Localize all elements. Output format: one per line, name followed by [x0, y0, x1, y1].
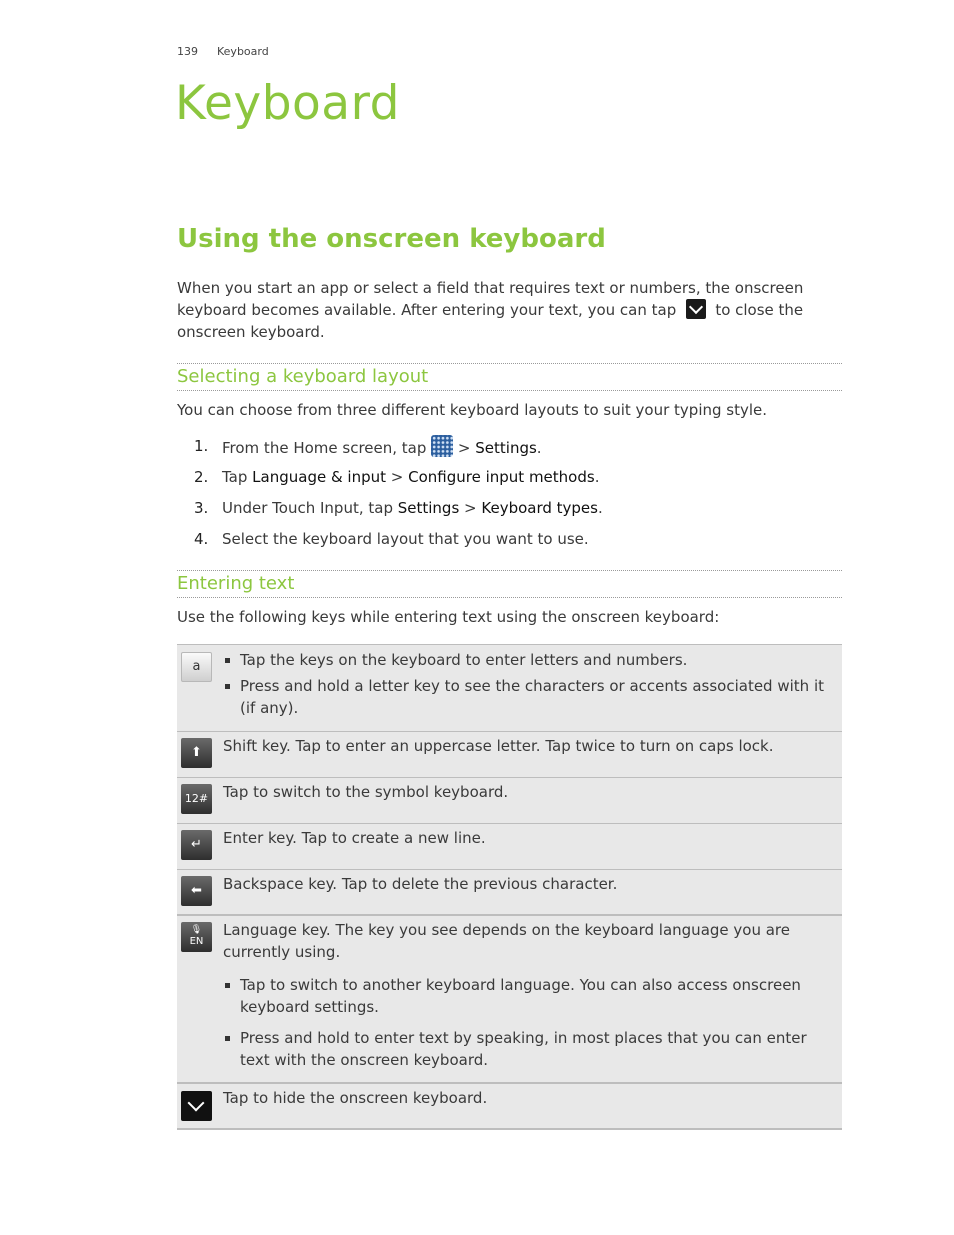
layout-intro: You can choose from three different keyboard layouts to suit your typing style. [177, 401, 768, 419]
row-description: Backspace key. Tap to delete the previous character. [223, 875, 618, 893]
step-text: Select the keyboard layout that you want to use. [222, 530, 589, 548]
table-row-letter-key [177, 645, 842, 732]
intro-text-end: to close the onscreen keyboard. [177, 301, 804, 341]
table-row-language-key [177, 916, 842, 1084]
step-text [222, 466, 599, 488]
subheading-label: Selecting a keyboard layout [177, 366, 429, 387]
ui-term-language-input: Language & input [252, 468, 387, 486]
step-text [222, 497, 603, 519]
backspace-key-icon: ⬅ [181, 876, 212, 906]
step-period: . [594, 468, 600, 486]
table-row-symbol-key [177, 778, 842, 824]
step-number: 2. [194, 468, 209, 486]
symbol-key-icon: 12# [181, 784, 212, 814]
step-separator: > [459, 499, 482, 517]
step-number: 1. [194, 437, 209, 455]
chapter-title: Keyboard [175, 76, 400, 131]
letter-key-icon: a [181, 652, 212, 682]
keys-table [177, 644, 842, 1130]
step-text-part: Tap [222, 468, 253, 486]
step-number: 3. [194, 499, 209, 517]
row-description: Enter key. Tap to create a new line. [223, 829, 486, 847]
table-row-backspace-key [177, 870, 842, 916]
subheading-entering-text [177, 570, 842, 598]
bullet-list [223, 649, 836, 723]
bullet-list [223, 974, 836, 1075]
step-text [222, 435, 542, 459]
table-row-shift-key [177, 732, 842, 778]
language-key-icon [181, 922, 212, 952]
language-key-label: EN [189, 936, 204, 947]
intro-text: When you start an app or select a field that requires text or numbers, the onscreen keyboard becomes available. After entering your text, you can tap [177, 279, 804, 319]
row-description: Language key. The key you see depends on the keyboard language you are currently using. [223, 921, 790, 961]
close-keyboard-icon [686, 299, 706, 319]
all-apps-icon [431, 435, 453, 457]
row-description: Shift key. Tap to enter an uppercase letter. Tap twice to turn on caps lock. [223, 737, 774, 755]
list-item: Tap to switch to another keyboard language. You can also access onscreen keyboard settings. [223, 974, 836, 1018]
shift-key-icon: ⬆ [181, 738, 212, 768]
list-item: Tap the keys on the keyboard to enter letters and numbers. [223, 649, 836, 671]
list-item: Press and hold a letter key to see the characters or accents associated with it (if any). [223, 675, 836, 719]
step-separator: > [453, 439, 476, 457]
step-text-part: Under Touch Input, tap [222, 499, 398, 517]
subheading-label: Entering text [177, 573, 295, 594]
ui-term-settings: Settings [397, 499, 460, 517]
running-header [177, 45, 269, 58]
ui-term-configure-input: Configure input methods [408, 468, 595, 486]
table-row-enter-key [177, 824, 842, 870]
ui-term-keyboard-types: Keyboard types [481, 499, 598, 517]
step-separator: > [386, 468, 409, 486]
hide-keyboard-icon [181, 1091, 212, 1121]
subheading-keyboard-layout [177, 363, 842, 391]
running-chapter: Keyboard [217, 45, 269, 58]
step-number: 4. [194, 530, 209, 548]
ui-term-settings: Settings [475, 439, 537, 457]
step-period: . [536, 439, 542, 457]
page-number: 139 [177, 45, 198, 58]
entering-intro: Use the following keys while entering text using the onscreen keyboard: [177, 608, 720, 626]
microphone-icon: 🎙 [190, 925, 203, 935]
enter-key-icon: ↵ [181, 830, 212, 860]
intro-paragraph [177, 277, 842, 343]
row-description: Tap to switch to the symbol keyboard. [223, 783, 509, 801]
table-row-hide-key [177, 1084, 842, 1130]
list-item: Press and hold to enter text by speaking, in most places that you can enter text with the onscreen keyboard. [223, 1027, 836, 1071]
step-period: . [597, 499, 603, 517]
section-title: Using the onscreen keyboard [177, 224, 606, 254]
row-description: Tap to hide the onscreen keyboard. [223, 1089, 488, 1107]
step-text-part: From the Home screen, tap [222, 439, 427, 457]
chevron-down-icon [188, 1095, 205, 1112]
